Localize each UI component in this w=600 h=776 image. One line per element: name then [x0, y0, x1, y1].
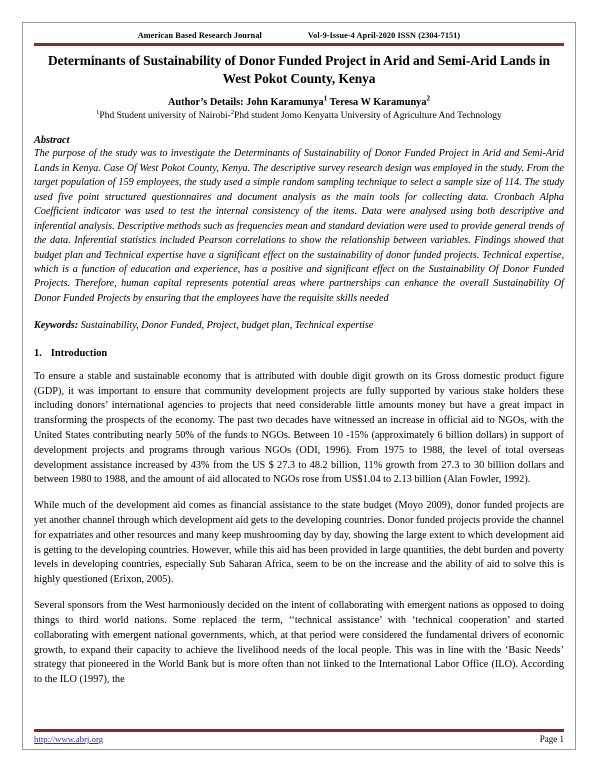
- author-affiliations: [34, 111, 564, 123]
- abstract-heading: Abstract: [34, 135, 70, 147]
- page-content-area: [34, 29, 564, 743]
- author-name-1: John Karamunya: [246, 97, 324, 109]
- affiliation-sup-2: 2: [230, 109, 235, 117]
- journal-name: American Based Research Journal: [137, 31, 262, 40]
- document-page: [22, 22, 576, 750]
- body-paragraph: While much of the development aid comes as financial assistance to the state budget (Moyo 2009), donor funded projects are yet another channel through which development aid gets to the developing countries. Donor funded projects provide the channel for expatriates and other resources and many keep mushrooming day by day, showing the large extent to which development aid is getting to the developing countries. However, while this aid has been provided in large quantities, the debt burden and poverty levels in developing countries, especially Sub Saharan Africa, seem to be on the increase and the ability of aid to solve this is highly questioned (Erixon, 2005).: [34, 500, 564, 586]
- body-paragraph: Several sponsors from the West harmoniously decided on the intent of collaborating with emergent nations as opposed to doing things to third world nations. Some replaced the term, ‘‘technical assistance’ with ‘technical cooperation’ and started collaborating with emergent national governments, which, at that period were considered the fundamental drivers of economic growth, to expand their capacity to achieve the livelihood needs of the local people. This was in line with the ‘Basic Needs’ strategy that pioneered in the World Bank but is more often than not linked to the International Labor Office (ILO). According to the ILO (1997), the: [34, 600, 564, 686]
- page-number: Page 1: [539, 734, 564, 744]
- author-details-label: Author’s Details:: [168, 97, 244, 109]
- running-head: [34, 29, 564, 40]
- author-sup-2: 2: [426, 94, 430, 103]
- keywords-value: Sustainability, Donor Funded, Project, budget plan, Technical expertise: [78, 320, 374, 332]
- page-title: Determinants of Sustainability of Donor Funded Project in Arid and Semi-Arid Lands in West Pokot County, Kenya: [48, 53, 550, 86]
- affiliation-sup-1: 1: [96, 109, 100, 117]
- footer-rule: [34, 729, 564, 732]
- header-rule: [34, 43, 564, 46]
- section-number: 1.: [34, 347, 42, 359]
- author-details: [34, 94, 564, 110]
- abstract-text: The purpose of the study was to investigate the Determinants of Sustainability of Donor Funded Project in Arid and Semi-Arid Lands in Kenya. Case Of West Pokot County, Kenya. The descriptive survey research design was employed in the study. From the target population of 159 employees, the study used a simple random sampling technique to select a sample size of 114. The study used five point structured questionnaires and document analysis as the main tools for collecting data. Cronbach Alpha Coefficient indicator was used to test the internal consistency of the items. Data were analysed using both descriptive and inferential analysis. Descriptive methods such as frequencies mean and standard deviation were used to provide general trends of the data. Inferential statistics included Pearson correlations to show the relationship between variables. Findings showed that budget plan and Technical expertise have a significant effect on the sustainability of donor funded projects. Technical expertise, which is a function of education and experience, has a positive and significant effect on the Sustainability Of Donor Funded Projects. Therefore, human capital represents potential areas where partnerships can enhance the overall Sustainability Of Donor Funded Projects by ensuring that the employees have the requisite skills needed: [34, 148, 564, 304]
- keywords: [34, 319, 564, 333]
- footer-row: [34, 734, 564, 744]
- section-heading-introduction: [34, 348, 564, 359]
- keywords-label: Keywords:: [34, 320, 79, 332]
- section-title: Introduction: [50, 347, 108, 359]
- issue-info: Vol-9-Issue-4 April-2020 ISSN (2304-7151): [307, 31, 461, 40]
- body-paragraph: To ensure a stable and sustainable economy that is attributed with double digit growth on its Gross domestic product figure (GDP), it was important to ensure that community development projects are fully supported by various stake holders these including donors’ international agencies to projects that need considerable little amounts money but have a great impact in transforming the prospects of the economy. The past two decades have witnessed an increase in official aid to NGOs, with the United States contributing nearly 50% of the funds to NGOs. Between 10 -15% (approximately 6 billion dollars) in support of development projects and programs through various NGOs (ODI, 1996). From 1975 to 1988, the level of total overseas development assistance increased by 43% from the US $ 27.3 to 48.2 billion, 11% growth from 27.3 to 30 billion dollars and between 1980 to 1988, and the amount of aid allocated to NGOs rose from US$1.04 to 2.13 billion (Alan Fowler, 1992).: [34, 370, 564, 486]
- affiliation-1: Phd Student university of Nairobi-: [99, 111, 231, 122]
- author-sup-1: 1: [323, 94, 328, 103]
- journal-url-link[interactable]: http://www.abrj.org: [34, 734, 104, 744]
- affiliation-2: Phd student Jomo Kenyatta University of Agriculture And Technology: [234, 111, 502, 122]
- page-footer: [34, 729, 564, 744]
- author-name-2: Teresa W Karamunya: [329, 97, 427, 109]
